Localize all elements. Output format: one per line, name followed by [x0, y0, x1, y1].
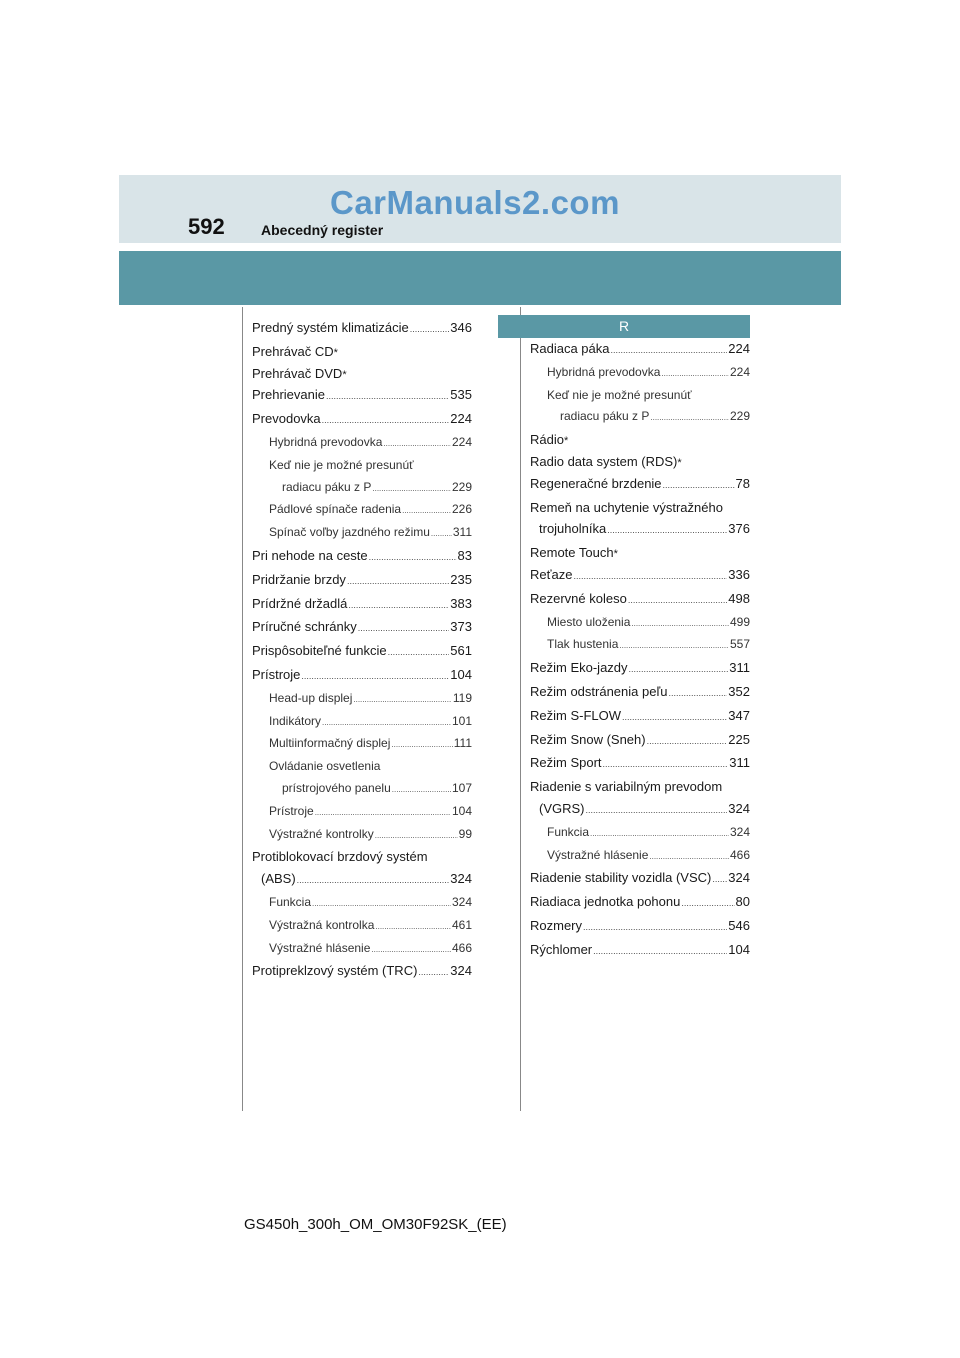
- index-entry: [530, 681, 750, 705]
- index-page-ref: 324: [728, 800, 750, 816]
- index-entry-text: Riadiaca jednotka pohonu: [530, 894, 681, 910]
- index-page-ref: 499: [729, 614, 750, 629]
- dot-leader: [322, 712, 451, 734]
- index-entry: [252, 432, 472, 455]
- index-page-ref: 104: [450, 666, 472, 682]
- index-page-ref: 466: [451, 940, 472, 955]
- index-entry-text: Pri nehode na ceste: [252, 547, 368, 563]
- index-page-ref: 498: [728, 590, 750, 606]
- index-entry: [252, 593, 472, 617]
- index-entry: [252, 868, 472, 892]
- index-entry: [252, 756, 472, 778]
- index-page-ref: 311: [729, 755, 750, 771]
- index-entry: [252, 824, 472, 847]
- index-entry: [530, 705, 750, 729]
- index-page-ref: 224: [450, 411, 472, 427]
- index-entry-text: Výstražné kontrolky: [269, 826, 374, 841]
- index-entry-text: Head-up displej: [269, 690, 353, 705]
- index-page-ref: 546: [728, 917, 750, 933]
- index-page-ref: 229: [729, 409, 750, 424]
- index-entry: [252, 499, 472, 522]
- index-entry-text: Miesto uloženia: [547, 614, 631, 629]
- dot-leader: [650, 407, 729, 429]
- index-page-ref: 224: [451, 434, 472, 449]
- index-page-ref: 311: [452, 525, 472, 540]
- index-entry-text: Keď nie je možné presunúť: [269, 457, 414, 472]
- left-column-rule: [242, 307, 243, 1111]
- index-entry-text: Keď nie je možné presunúť: [547, 387, 692, 402]
- index-page-ref: 383: [450, 595, 472, 611]
- index-page-ref: 83: [457, 547, 472, 563]
- index-page-ref: 235: [450, 571, 472, 587]
- index-page-ref: 78: [735, 475, 750, 491]
- index-page-ref: 226: [451, 502, 472, 517]
- dot-leader: [607, 520, 727, 542]
- index-page-ref: 535: [450, 387, 472, 403]
- index-entry-text: (VGRS): [539, 800, 585, 816]
- index-entry-text: Funkcia: [269, 894, 312, 909]
- index-page-ref: 111: [453, 736, 472, 751]
- dot-leader: [301, 666, 449, 688]
- index-entry-text: Funkcia: [547, 824, 590, 839]
- index-entry-text: Indikátory: [269, 713, 322, 728]
- index-entry: [252, 915, 472, 938]
- dot-leader: [383, 433, 451, 455]
- dot-leader: [647, 731, 728, 753]
- dot-leader: [629, 659, 729, 681]
- index-page-ref: 80: [735, 894, 750, 910]
- dot-leader: [375, 825, 458, 847]
- index-entry-text: Rezervné koleso: [530, 590, 627, 606]
- dot-leader: [573, 566, 727, 588]
- index-entry-text: Prevodovka: [252, 411, 321, 427]
- index-page-ref: 324: [729, 824, 750, 839]
- index-entry: [530, 845, 750, 868]
- dot-leader: [392, 779, 451, 801]
- index-page-ref: 466: [729, 847, 750, 862]
- index-entry-text: Prístroje: [269, 803, 314, 818]
- index-entry: [252, 455, 472, 477]
- dot-leader: [388, 642, 450, 664]
- index-entry-text: Riadenie s variabilným prevodom: [530, 779, 723, 795]
- dot-leader: [375, 916, 451, 938]
- index-entry-text: Výstražná kontrolka: [269, 917, 375, 932]
- dot-leader: [622, 707, 727, 729]
- dot-leader: [353, 689, 451, 711]
- index-entry: [530, 752, 750, 776]
- index-entry-text: Rádio: [530, 432, 564, 448]
- index-entry-text: Radio data system (RDS): [530, 453, 678, 469]
- index-entry: [530, 564, 750, 588]
- index-page-ref: 119: [452, 690, 472, 705]
- index-entry-text: Príručné schránky: [252, 619, 357, 635]
- dot-leader: [418, 962, 449, 984]
- index-page-ref: 376: [728, 521, 750, 537]
- index-entry-text: Predný systém klimatizácie: [252, 320, 409, 335]
- index-page-ref: 352: [728, 683, 750, 699]
- index-entry: [252, 778, 472, 801]
- index-entry: [252, 688, 472, 711]
- index-entry: Prehrávač DVD *: [252, 363, 472, 385]
- dot-leader: [326, 386, 449, 408]
- index-page-ref: 101: [451, 713, 472, 728]
- index-entry-text: Tlak hustenia: [547, 637, 619, 652]
- index-entry: [530, 406, 750, 429]
- dot-leader: [322, 410, 450, 432]
- index-entry: [530, 588, 750, 612]
- index-entry-text: Prístroje: [252, 666, 301, 682]
- dot-leader: [586, 800, 728, 822]
- index-page-ref: 224: [729, 364, 750, 379]
- index-page-ref: 346: [450, 320, 472, 335]
- index-entry-text: Režim S-FLOW: [530, 707, 621, 723]
- index-entry-text: Regeneračné brzdenie: [530, 475, 662, 491]
- index-entry-text: Pádlové spínače radenia: [269, 502, 402, 517]
- index-entry: [530, 612, 750, 635]
- dot-leader: [590, 823, 729, 845]
- index-entry: [530, 867, 750, 891]
- index-page-ref: 324: [450, 871, 472, 887]
- index-entry: [252, 892, 472, 915]
- index-entry-text: Pridržanie brzdy: [252, 571, 346, 587]
- index-page-ref: 99: [458, 826, 472, 841]
- index-entry: [252, 545, 472, 569]
- document-code: GS450h_300h_OM_OM30F92SK_(EE): [244, 1216, 507, 1233]
- dot-leader: [369, 547, 457, 569]
- dot-leader: [631, 613, 729, 635]
- index-entry: [530, 518, 750, 542]
- index-entry-text: Prehrievanie: [252, 387, 325, 403]
- dot-leader: [593, 941, 727, 963]
- index-page-ref: 347: [728, 707, 750, 723]
- index-entry-text: Hybridná prevodovka: [269, 434, 383, 449]
- index-page-ref: 311: [729, 660, 750, 676]
- dot-leader: [347, 571, 449, 593]
- page-number: 592: [188, 214, 225, 239]
- index-entry-text: Reťaze: [530, 566, 573, 582]
- dot-leader: [663, 475, 735, 497]
- dot-leader: [611, 340, 728, 362]
- dot-leader: [649, 846, 729, 868]
- dot-leader: [391, 734, 452, 756]
- dot-leader: [371, 939, 451, 961]
- index-entry-text: Prehrávač CD: [252, 343, 334, 359]
- dot-leader: [661, 363, 729, 385]
- index-page-ref: 324: [450, 963, 472, 979]
- index-entry: [530, 362, 750, 385]
- index-page-ref: 561: [450, 643, 472, 659]
- dot-leader: [431, 523, 452, 545]
- index-page-ref: 324: [728, 870, 750, 886]
- index-entry: [530, 891, 750, 915]
- dot-leader: [358, 618, 450, 640]
- dot-leader: [348, 595, 449, 617]
- index-entry-text: Výstražné hlásenie: [269, 940, 371, 955]
- index-entry-text: Prídržné držadlá: [252, 595, 348, 611]
- index-entry: [252, 711, 472, 734]
- index-entry: [530, 634, 750, 657]
- index-entry: [530, 776, 750, 798]
- index-entry: Prehrávač CD *: [252, 341, 472, 363]
- index-entry: [530, 473, 750, 497]
- index-page-ref: 107: [451, 780, 472, 795]
- index-entry: [252, 477, 472, 500]
- index-page-ref: 461: [451, 917, 472, 932]
- dot-leader: [372, 478, 451, 500]
- index-entry: [252, 640, 472, 664]
- index-page-ref: 104: [451, 803, 472, 818]
- index-entry-text: Protipreklzový systém (TRC): [252, 963, 418, 979]
- index-entry-text: Remote Touch: [530, 545, 614, 561]
- index-column-left: [252, 317, 472, 984]
- index-entry: [530, 798, 750, 822]
- index-entry-text: Prispôsobiteľné funkcie: [252, 643, 387, 659]
- index-page-ref: 225: [728, 731, 750, 747]
- dot-leader: [583, 917, 727, 939]
- index-entry: [252, 664, 472, 688]
- index-page-ref: 229: [451, 479, 472, 494]
- index-entry: Remote Touch *: [530, 542, 750, 564]
- index-entry: [252, 846, 472, 868]
- index-page-ref: 224: [728, 341, 750, 356]
- index-entry-text: Režim Eko-jazdy: [530, 660, 628, 676]
- index-entry: [252, 408, 472, 432]
- index-entry: [252, 801, 472, 824]
- index-entry: [530, 915, 750, 939]
- index-entry: [252, 384, 472, 408]
- index-entry: [530, 822, 750, 845]
- index-entry-text: Multiinformačný displej: [269, 736, 391, 751]
- section-title: Abecedný register: [261, 222, 384, 238]
- index-entry-text: Režim odstránenia peľu: [530, 683, 668, 699]
- index-entry: [530, 657, 750, 681]
- index-entry-text: Režim Sport: [530, 755, 602, 771]
- index-entry-text: Prehrávač DVD: [252, 365, 343, 381]
- dot-leader: [410, 319, 450, 341]
- dot-leader: [402, 500, 451, 522]
- index-entry: [530, 338, 750, 362]
- dot-leader: [297, 870, 450, 892]
- index-entry-text: Spínač voľby jazdného režimu: [269, 525, 430, 540]
- index-entry-text: Radiaca páka: [530, 341, 610, 356]
- watermark-logo: CarManuals2.com: [330, 184, 620, 221]
- index-entry-text: Výstražné hlásenie: [547, 847, 649, 862]
- index-entry-text: Hybridná prevodovka: [547, 364, 661, 379]
- index-entry: [530, 385, 750, 407]
- dot-leader: [619, 635, 729, 657]
- index-entry-text: Riadenie stability vozidla (VSC): [530, 870, 712, 886]
- dot-leader: [603, 754, 729, 776]
- index-entry-text: Ovládanie osvetlenia: [269, 759, 381, 774]
- dot-leader: [315, 802, 451, 824]
- index-column-right: [530, 338, 750, 963]
- index-entry: [252, 317, 472, 341]
- index-entry: [530, 939, 750, 963]
- dot-leader: [628, 590, 727, 612]
- index-entry-text: trojuholníka: [539, 521, 607, 537]
- index-entry: [252, 733, 472, 756]
- index-entry-text: radiacu páku z P: [560, 409, 650, 424]
- index-entry-text: Protiblokovací brzdový systém: [252, 849, 428, 865]
- index-entry-text: radiacu páku z P: [282, 479, 372, 494]
- dot-leader: [681, 893, 734, 915]
- dot-leader: [668, 683, 727, 705]
- index-entry-text: Rýchlomer: [530, 941, 593, 957]
- index-entry-text: Rozmery: [530, 917, 583, 933]
- dot-leader: [712, 869, 727, 891]
- index-page-ref: 324: [451, 894, 472, 909]
- index-entry: [252, 960, 472, 984]
- index-entry: [252, 522, 472, 545]
- index-entry-text: prístrojového panelu: [282, 780, 391, 795]
- index-entry: [252, 938, 472, 961]
- index-page-ref: 336: [728, 566, 750, 582]
- index-page-ref: 557: [729, 637, 750, 652]
- index-page-ref: 104: [728, 941, 750, 957]
- index-entry: Radio data system (RDS) *: [530, 451, 750, 473]
- header-accent-band: [119, 251, 841, 305]
- dot-leader: [312, 893, 451, 915]
- index-entry-text: (ABS): [261, 871, 296, 887]
- index-entry-text: Režim Snow (Sneh): [530, 731, 646, 747]
- index-entry: [252, 616, 472, 640]
- right-column-rule: [520, 307, 521, 1111]
- index-entry: [530, 729, 750, 753]
- index-page-ref: 373: [450, 619, 472, 635]
- index-entry: [530, 497, 750, 519]
- index-entry: Rádio *: [530, 429, 750, 451]
- index-entry: [252, 569, 472, 593]
- letter-heading-r: R: [498, 315, 750, 338]
- index-entry-text: Remeň na uchytenie výstražného: [530, 499, 723, 515]
